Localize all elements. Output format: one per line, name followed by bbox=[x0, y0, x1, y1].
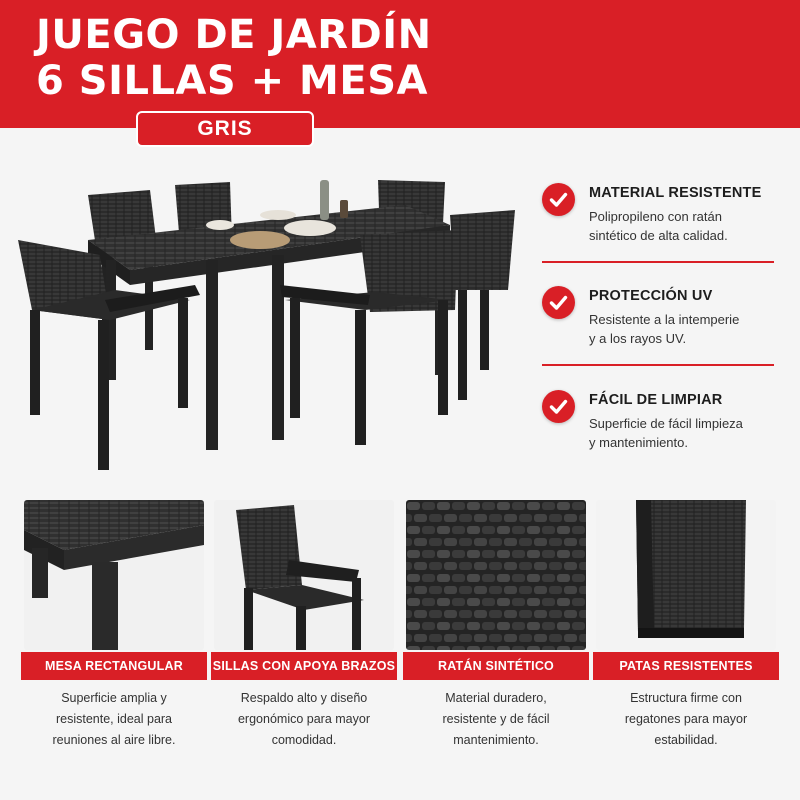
rattan-detail-image bbox=[406, 500, 586, 650]
card-description bbox=[19, 688, 209, 751]
card-label: MESA RECTANGULAR bbox=[21, 652, 207, 680]
feature-desc-line: Resistente a la intemperie bbox=[589, 312, 740, 327]
table-detail-image bbox=[24, 500, 204, 650]
check-circle-icon bbox=[542, 183, 575, 216]
chair-front-right bbox=[280, 230, 458, 445]
card-desc-line: Material duradero, bbox=[445, 691, 547, 705]
card-label: RATÁN SINTÉTICO bbox=[403, 652, 589, 680]
card-desc-line: ergonómico para mayor bbox=[237, 712, 370, 726]
card-desc-line: estabilidad. bbox=[654, 733, 718, 747]
feature-divider bbox=[542, 364, 774, 366]
feature-description bbox=[589, 310, 789, 348]
feature-title: PROTECCIÓN UV bbox=[589, 288, 713, 304]
card-legs bbox=[596, 500, 776, 680]
card-description bbox=[591, 688, 781, 751]
card-desc-line: mantenimiento. bbox=[453, 733, 539, 747]
feature-desc-line: Polipropileno con ratán bbox=[589, 209, 722, 224]
card-chairs bbox=[214, 500, 394, 680]
color-badge: GRIS bbox=[136, 111, 314, 147]
card-desc-line: reuniones al aire libre. bbox=[52, 733, 176, 747]
feature-desc-line: Superficie de fácil limpieza bbox=[589, 416, 743, 431]
feature-divider bbox=[542, 261, 774, 263]
card-desc-line: Superficie amplia y bbox=[61, 691, 167, 705]
card-label: PATAS RESISTENTES bbox=[593, 652, 779, 680]
feature-title: FÁCIL DE LIMPIAR bbox=[589, 392, 723, 408]
check-circle-icon bbox=[542, 286, 575, 319]
feature-desc-line: y a los rayos UV. bbox=[589, 331, 687, 346]
card-desc-line: resistente, ideal para bbox=[55, 712, 173, 726]
product-title bbox=[36, 12, 432, 104]
title-line-1: JUEGO DE JARDÍN bbox=[36, 12, 432, 58]
card-rattan bbox=[406, 500, 586, 680]
card-description bbox=[209, 688, 399, 751]
card-label: SILLAS CON APOYA BRAZOS bbox=[211, 652, 397, 680]
card-description bbox=[401, 688, 591, 751]
card-table bbox=[24, 500, 204, 680]
check-circle-icon bbox=[542, 390, 575, 423]
leg-detail-image bbox=[596, 500, 776, 650]
chair-side-right bbox=[450, 210, 515, 400]
product-hero-image bbox=[10, 160, 525, 480]
feature-desc-line: sintético de alta calidad. bbox=[589, 228, 728, 243]
card-desc-line: Respaldo alto y diseño bbox=[240, 691, 368, 705]
title-line-2: 6 SILLAS + MESA bbox=[36, 58, 428, 104]
feature-desc-line: y mantenimiento. bbox=[589, 435, 688, 450]
feature-description bbox=[589, 414, 789, 452]
feature-description bbox=[589, 207, 789, 245]
card-desc-line: regatones para mayor bbox=[624, 712, 748, 726]
feature-title: MATERIAL RESISTENTE bbox=[589, 185, 762, 201]
card-desc-line: resistente y de fácil bbox=[442, 712, 550, 726]
chair-detail-image bbox=[214, 500, 394, 650]
card-desc-line: comodidad. bbox=[271, 733, 337, 747]
card-desc-line: Estructura firme con bbox=[630, 691, 742, 705]
